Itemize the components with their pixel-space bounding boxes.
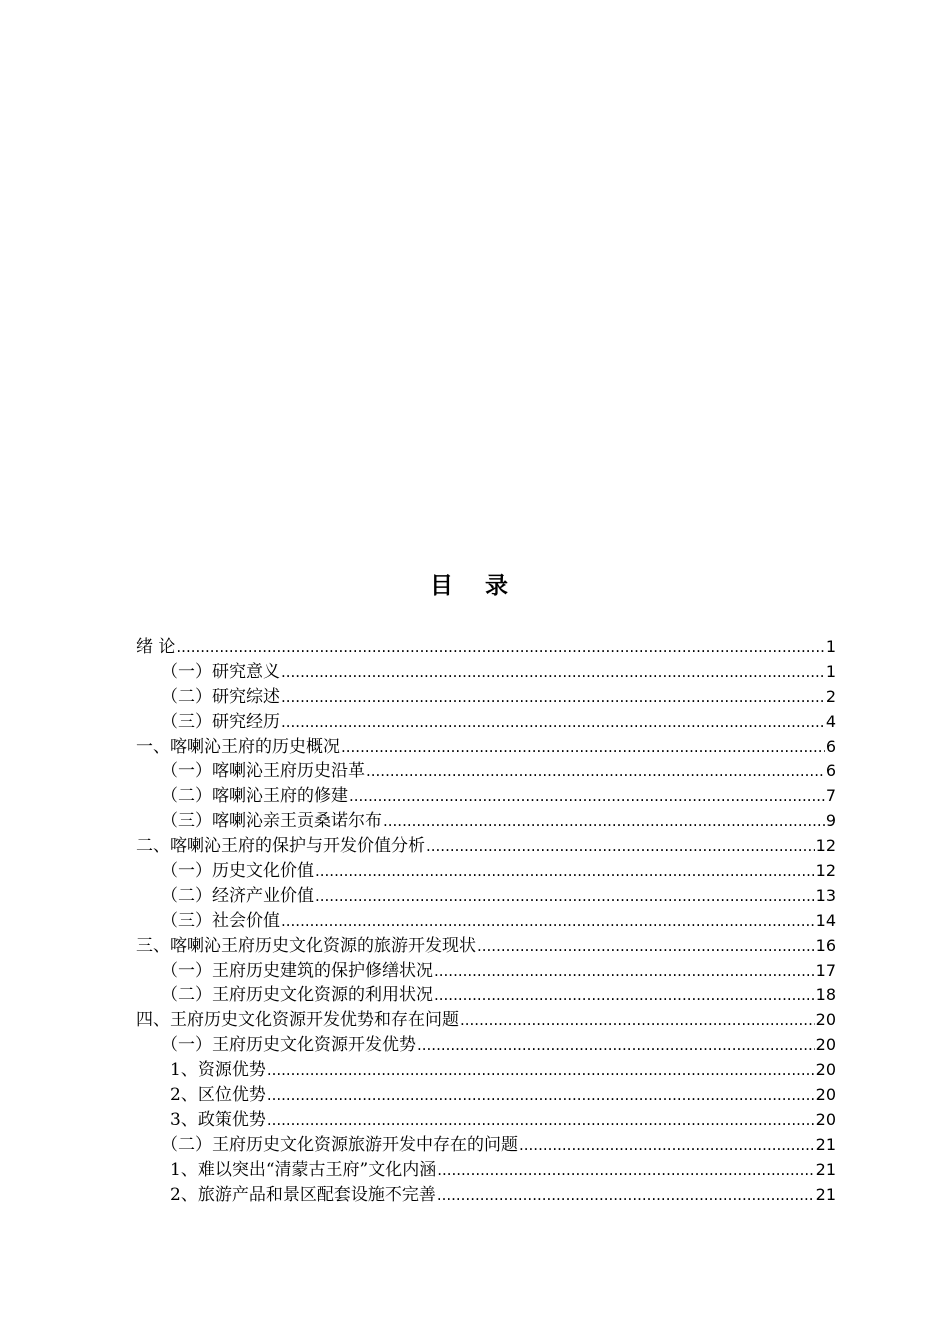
toc-entry[interactable]	[136, 635, 836, 660]
toc-entry-label: 2、旅游产品和景区配套设施不完善	[170, 1184, 436, 1205]
toc-entry-page-number: 1	[825, 661, 836, 681]
toc-title: 目 录	[429, 573, 520, 599]
toc-entry-page-number: 7	[825, 786, 836, 806]
toc-entry-page-number: 9	[825, 811, 836, 831]
toc-entry-page-number: 4	[825, 711, 836, 731]
toc-entry-label: （二）经济产业价值	[161, 885, 314, 906]
toc-entry-page-number: 2	[825, 686, 836, 706]
toc-dot-leader	[281, 660, 825, 685]
toc-dot-leader	[341, 735, 825, 760]
toc-dot-leader	[426, 834, 815, 859]
toc-entry-page-number: 21	[815, 1159, 836, 1179]
toc-entry-page-number: 1	[825, 637, 836, 656]
toc-entry[interactable]	[136, 759, 836, 784]
toc-entry[interactable]	[136, 959, 836, 984]
toc-entry-page-number: 20	[815, 1035, 836, 1055]
toc-entry[interactable]	[136, 685, 836, 710]
toc-entry[interactable]	[136, 1008, 836, 1033]
toc-dot-leader	[477, 934, 815, 959]
toc-dot-leader	[267, 1083, 815, 1108]
toc-entry[interactable]	[136, 1108, 836, 1133]
toc-entry-label: （一）历史文化价值	[161, 861, 314, 882]
toc-dot-leader	[267, 1108, 815, 1133]
toc-entry[interactable]	[136, 710, 836, 735]
toc-entry[interactable]	[136, 735, 836, 760]
toc-entry-label: 绪 论	[136, 637, 176, 657]
toc-dot-leader	[366, 759, 825, 784]
toc-dot-leader	[434, 983, 815, 1008]
toc-entry[interactable]	[136, 809, 836, 834]
toc-dot-leader	[281, 685, 825, 710]
toc-entry-label: （三）社会价值	[161, 910, 280, 931]
toc-dot-leader	[519, 1133, 815, 1158]
toc-entry[interactable]	[136, 884, 836, 909]
toc-entry[interactable]	[136, 983, 836, 1008]
toc-entry-label: 一、喀喇沁王府的历史概况	[136, 736, 340, 757]
toc-entry-page-number: 18	[815, 985, 836, 1005]
toc-dot-leader	[281, 909, 815, 934]
toc-entry[interactable]	[136, 660, 836, 685]
toc-dot-leader	[460, 1008, 815, 1033]
toc-entry-page-number: 21	[815, 1134, 836, 1154]
toc-entry-label: （三）喀喇沁亲王贡桑诺尔布	[161, 811, 382, 832]
toc-dot-leader	[417, 1033, 815, 1058]
toc-entry[interactable]	[136, 1158, 836, 1183]
toc-entry[interactable]	[136, 784, 836, 809]
toc-entry-label: （二）喀喇沁王府的修建	[161, 786, 348, 807]
toc-entry-page-number: 16	[815, 935, 836, 955]
toc-entry-label: 四、王府历史文化资源开发优势和存在问题	[136, 1010, 459, 1031]
toc-entry[interactable]	[136, 909, 836, 934]
toc-entry-label: （一）王府历史文化资源开发优势	[161, 1035, 416, 1056]
toc-dot-leader	[383, 809, 825, 834]
toc-dot-leader	[437, 1158, 814, 1183]
toc-entry-label: （二）王府历史文化资源旅游开发中存在的问题	[161, 1134, 518, 1155]
toc-dot-leader	[434, 959, 815, 984]
toc-entry-label: 3、政策优势	[170, 1109, 266, 1130]
toc-entry[interactable]	[136, 1133, 836, 1158]
toc-entry-page-number: 20	[815, 1060, 836, 1080]
toc-entry-label: （一）研究意义	[161, 661, 280, 682]
toc-entry-page-number: 20	[815, 1010, 836, 1030]
toc-entry-page-number: 20	[815, 1109, 836, 1129]
toc-entry-label: 三、喀喇沁王府历史文化资源的旅游开发现状	[136, 935, 476, 956]
toc-dot-leader	[267, 1058, 815, 1083]
toc-entry-page-number: 14	[815, 910, 836, 930]
toc-entry-label: （三）研究经历	[161, 711, 280, 732]
table-of-contents	[136, 635, 836, 1207]
toc-entry[interactable]	[136, 1183, 836, 1208]
toc-entry-page-number: 17	[815, 960, 836, 980]
toc-entry-label: 二、喀喇沁王府的保护与开发价值分析	[136, 836, 425, 857]
toc-entry[interactable]	[136, 1058, 836, 1083]
toc-entry-label: （二）研究综述	[161, 686, 280, 707]
toc-entry-page-number: 20	[815, 1085, 836, 1105]
toc-dot-leader	[281, 710, 825, 735]
toc-entry-label: （一）王府历史建筑的保护修缮状况	[161, 960, 433, 981]
toc-entry-label: 2、区位优势	[170, 1085, 266, 1106]
toc-entry-label: 1、难以突出“清蒙古王府”文化内涵	[170, 1159, 437, 1180]
toc-dot-leader	[349, 784, 825, 809]
toc-entry-label: （一）喀喇沁王府历史沿革	[161, 761, 365, 782]
toc-entry-label: 1、资源优势	[170, 1060, 266, 1081]
toc-dot-leader	[437, 1183, 815, 1208]
toc-entry[interactable]	[136, 859, 836, 884]
toc-entry[interactable]	[136, 834, 836, 859]
toc-entry-label: （二）王府历史文化资源的利用状况	[161, 985, 433, 1006]
toc-dot-leader	[315, 859, 815, 884]
toc-entry-page-number: 13	[815, 885, 836, 905]
toc-entry[interactable]	[136, 1083, 836, 1108]
toc-entry[interactable]	[136, 934, 836, 959]
toc-entry-page-number: 6	[825, 736, 836, 756]
toc-dot-leader	[315, 884, 815, 909]
toc-entry[interactable]	[136, 1033, 836, 1058]
toc-entry-page-number: 21	[815, 1184, 836, 1204]
toc-entry-page-number: 12	[815, 861, 836, 881]
toc-dot-leader	[176, 635, 824, 660]
toc-entry-page-number: 6	[825, 761, 836, 781]
toc-entry-page-number: 12	[815, 836, 836, 856]
